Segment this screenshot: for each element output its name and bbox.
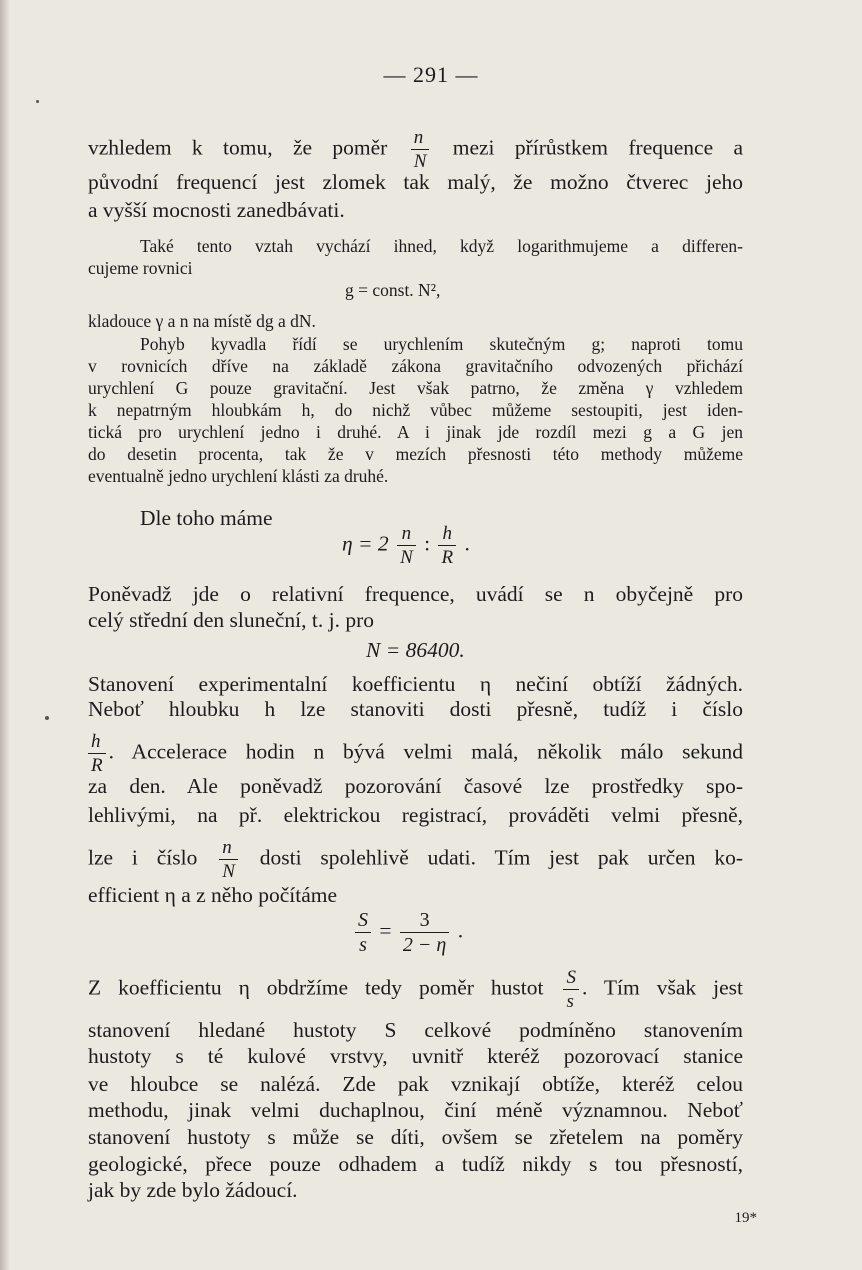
fraction-denominator: N: [222, 861, 235, 882]
text-line: kladouce γ a n na místě dg a dN.: [88, 311, 316, 331]
signature-mark: 19*: [734, 1210, 757, 1226]
text-line: [88, 128, 743, 171]
fraction-numerator: n: [219, 838, 238, 860]
fraction: [219, 838, 238, 881]
fraction-denominator: R: [91, 755, 103, 776]
fraction-denominator: N: [400, 547, 413, 568]
text-line: Neboť hloubku h lze stanoviti dosti přesně, tudíž i číslo: [88, 697, 743, 721]
fraction: [88, 732, 106, 775]
fraction-denominator: N: [413, 151, 427, 172]
text-line: stanovení hledané hustoty S celkové podmíněno stanovením: [88, 1018, 743, 1042]
text-line: geologické, přece pouze odhadem a tudíž nikdy s tou přesností,: [88, 1152, 743, 1176]
text-line: [88, 732, 743, 775]
text-line: hustoty s té kulové vrstvy, uvnitř kteréž pozorovací stanice: [88, 1044, 743, 1068]
text-line: jak by zde bylo žádoucí.: [88, 1178, 298, 1202]
fraction-numerator: h: [88, 732, 106, 754]
text-line: methodu, jinak velmi duchaplnou, činí méně významnou. Neboť: [88, 1098, 743, 1122]
equation-part: .: [457, 918, 464, 943]
fraction-numerator: n: [397, 524, 416, 546]
page-number: — 291 —: [383, 62, 479, 87]
fraction: [563, 968, 579, 1011]
equation-part: =: [379, 918, 392, 943]
text-span: lze i číslo: [88, 845, 198, 870]
text-line: [88, 838, 743, 881]
text-line: tická pro urychlení jedno i druhé. A i jinak jde rozdíl mezi g a G jen: [88, 422, 743, 442]
text-line: eventualně jedno urychlení klásti za druhé.: [88, 466, 389, 486]
text-line: efficient η a z něho počítáme: [88, 883, 338, 907]
text-line: Stanovení experimentalní koefficientu η nečiní obtíží žádných.: [88, 672, 743, 696]
fraction-numerator: h: [438, 524, 456, 546]
text-line: k nepatrným hloubkám h, do nichž vůbec můžeme sestoupiti, jest iden-: [88, 400, 743, 420]
fraction: [411, 128, 430, 171]
text-line: Pohyb kyvadla řídí se urychlením skutečným g; naproti tomu: [140, 334, 743, 354]
text-line: urychlení G pouze gravitační. Jest však patrno, že změna γ vzhledem: [88, 378, 743, 398]
text-span: . Accelerace hodin n bývá velmi malá, několik málo sekund: [108, 739, 743, 764]
fraction-denominator: R: [441, 547, 454, 568]
equation-density-ratio: [352, 910, 463, 955]
fraction-numerator: n: [411, 128, 430, 150]
fraction-denominator: s: [566, 991, 574, 1012]
print-speck: [36, 100, 39, 103]
fraction-numerator: 3: [400, 910, 449, 933]
fraction-denominator: s: [359, 934, 367, 956]
text-line: a vyšší mocnosti zanedbávati.: [88, 198, 345, 222]
text-line: [88, 968, 743, 1011]
text-line: stanovení hustoty s může se díti, ovšem se zřetelem na poměry: [88, 1125, 743, 1149]
text-line: původní frequencí jest zlomek tak malý, že možno čtverec jeho: [88, 170, 743, 194]
text-line: lehlivými, na př. elektrickou registrací, prováděti velmi přesně,: [88, 803, 743, 827]
fraction-numerator: S: [355, 910, 371, 933]
text-span: Z koefficientu η obdržíme tedy poměr hustot: [88, 975, 544, 1000]
equation-part: :: [424, 531, 431, 556]
text-span: . Tím však jest: [581, 975, 743, 1000]
text-line: za den. Ale poněvadž pozorování časové lze prostředky spo-: [88, 774, 743, 798]
fraction: [438, 524, 456, 567]
equation-part: η = 2: [342, 531, 389, 556]
text-span: mezi přírůstkem frequence a: [452, 135, 744, 160]
fraction: [400, 910, 449, 955]
equation-eta: [342, 524, 470, 567]
equation-n-value: N = 86400.: [366, 638, 465, 662]
text-line: cujeme rovnici: [88, 258, 193, 278]
text-line: do desetin procenta, tak že v mezích přesnosti této methody můžeme: [88, 444, 743, 464]
fraction: [397, 524, 416, 567]
text-line: Dle toho máme: [140, 506, 273, 530]
print-speck: [45, 716, 49, 720]
fraction-numerator: S: [563, 968, 579, 990]
text-line: celý střední den sluneční, t. j. pro: [88, 608, 374, 632]
text-line: Poněvadž jde o relativní frequence, uvádí se n obyčejně pro: [88, 582, 743, 606]
fraction-denominator: 2 − η: [402, 934, 447, 956]
text-line: Také tento vztah vychází ihned, když logarithmujeme a differen-: [140, 236, 743, 256]
page-edge-shadow: [0, 0, 10, 1270]
text-span: dosti spolehlivě udati. Tím jest pak určen ko-: [259, 845, 744, 870]
text-span: vzhledem k tomu, že poměr: [88, 135, 388, 160]
text-line: v rovnicích dříve na základě zákona gravitačního odvozených přichází: [88, 356, 743, 376]
text-line: ve hloubce se nalézá. Zde pak vznikají obtíže, kteréž celou: [88, 1072, 743, 1096]
fraction: [355, 910, 371, 955]
equation-g-const: g = const. N²,: [345, 280, 441, 300]
equation-part: .: [464, 531, 470, 556]
